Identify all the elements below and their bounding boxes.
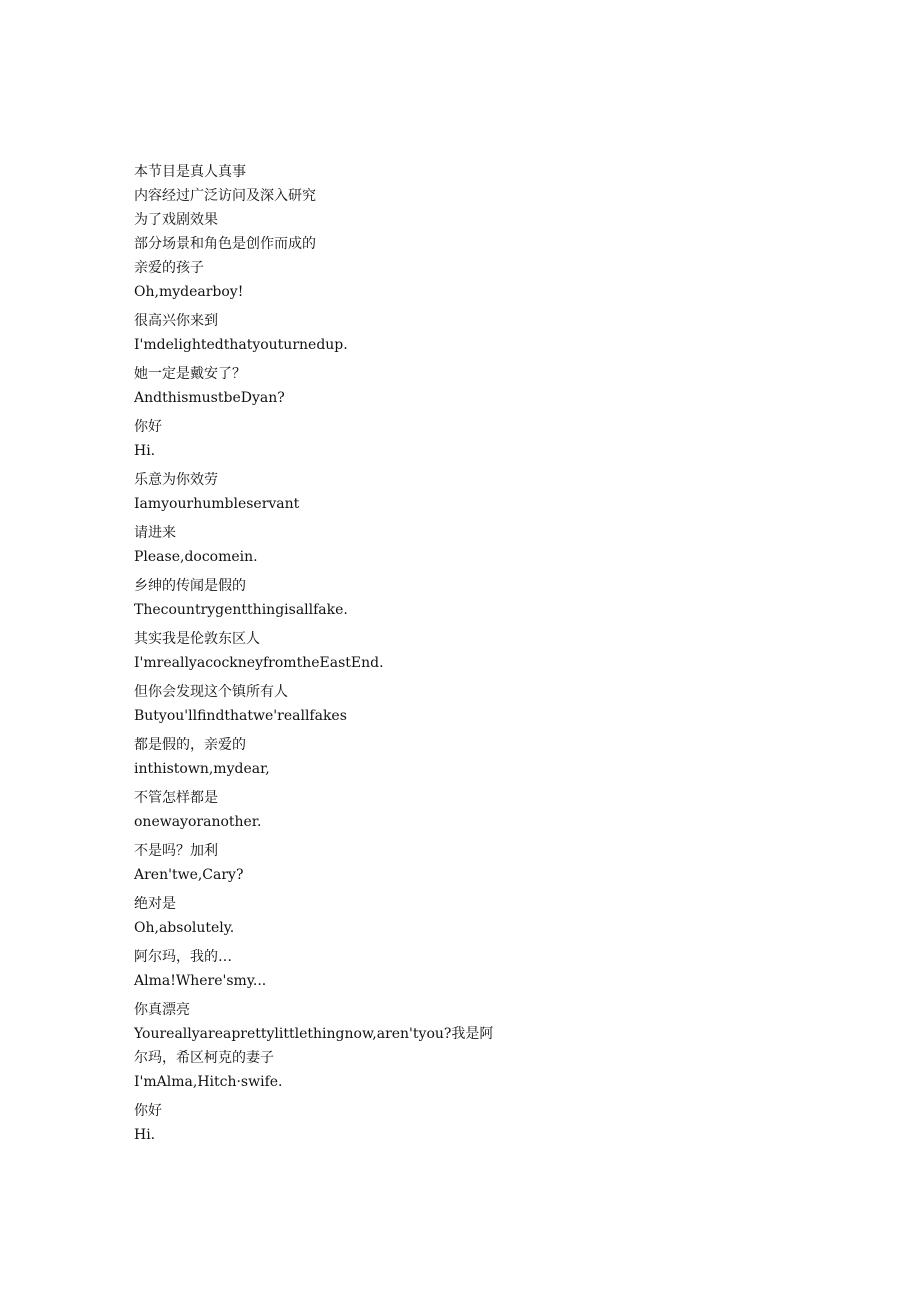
transcript-line-en: Alma!Where'smy... [134,973,267,989]
transcript-line-zh: 内容经过广泛访问及深入研究 [134,188,316,204]
transcript-line-zh: 都是假的，亲爱的 [134,737,246,753]
subtitle-transcript [134,160,514,1147]
transcript-line-en: I'mAlma,Hitch·swife. [134,1074,283,1090]
transcript-line-zh: 其实我是伦敦东区人 [134,631,260,647]
transcript-line-en: Oh,absolutely. [134,920,235,936]
transcript-line-en: AndthismustbeDyan? [134,390,285,406]
transcript-line-zh: 乐意为你效劳 [134,472,218,488]
transcript-line-zh: 你好 [134,419,162,435]
transcript-line-zh: 阿尔玛，我的… [134,949,232,965]
transcript-line-en: Butyou'llfindthatwe'reallfakes [134,708,347,724]
transcript-line-zh: 请进来 [134,525,176,541]
transcript-line-en: Thecountrygentthingisallfake. [134,602,348,618]
transcript-line-en: Hi. [134,443,156,459]
transcript-line-en: Please,docomein. [134,549,258,565]
transcript-line-en: onewayoranother. [134,814,262,830]
transcript-line-en: Hi. [134,1127,156,1143]
transcript-line-zh: 绝对是 [134,896,176,912]
transcript-line-zh: 亲爱的孩子 [134,260,204,276]
transcript-line-zh: 尔玛，希区柯克的妻子 [134,1050,274,1066]
transcript-line-zh: 不是吗？加利 [134,843,218,859]
transcript-line-en: Iamyourhumbleservant [134,496,300,512]
transcript-line-zh: 她一定是戴安了？ [134,366,246,382]
transcript-line-zh: 你好 [134,1103,162,1119]
transcript-line-en: I'mreallyacockneyfromtheEastEnd. [134,655,384,671]
transcript-line-zh: 部分场景和角色是创作而成的 [134,236,316,252]
transcript-line-zh: 但你会发现这个镇所有人 [134,684,288,700]
transcript-line-en: Oh,mydearboy! [134,284,244,300]
transcript-line-zh: 本节目是真人真事 [134,164,246,180]
transcript-line-zh: 为了戏剧效果 [134,212,218,228]
transcript-line-zh: 很高兴你来到 [134,313,218,329]
transcript-line-zh: 你真漂亮 [134,1002,190,1018]
transcript-line-zh: 不管怎样都是 [134,790,218,806]
transcript-line-zh: 乡绅的传闻是假的 [134,578,246,594]
transcript-line-en: inthistown,mydear, [134,761,270,777]
transcript-line-en: Youreallyareaprettylittlethingnow,aren'tyou?我是阿 [134,1026,494,1042]
transcript-line-en: I'mdelightedthatyouturnedup. [134,337,348,353]
transcript-line-en: Aren'twe,Cary? [134,867,244,883]
